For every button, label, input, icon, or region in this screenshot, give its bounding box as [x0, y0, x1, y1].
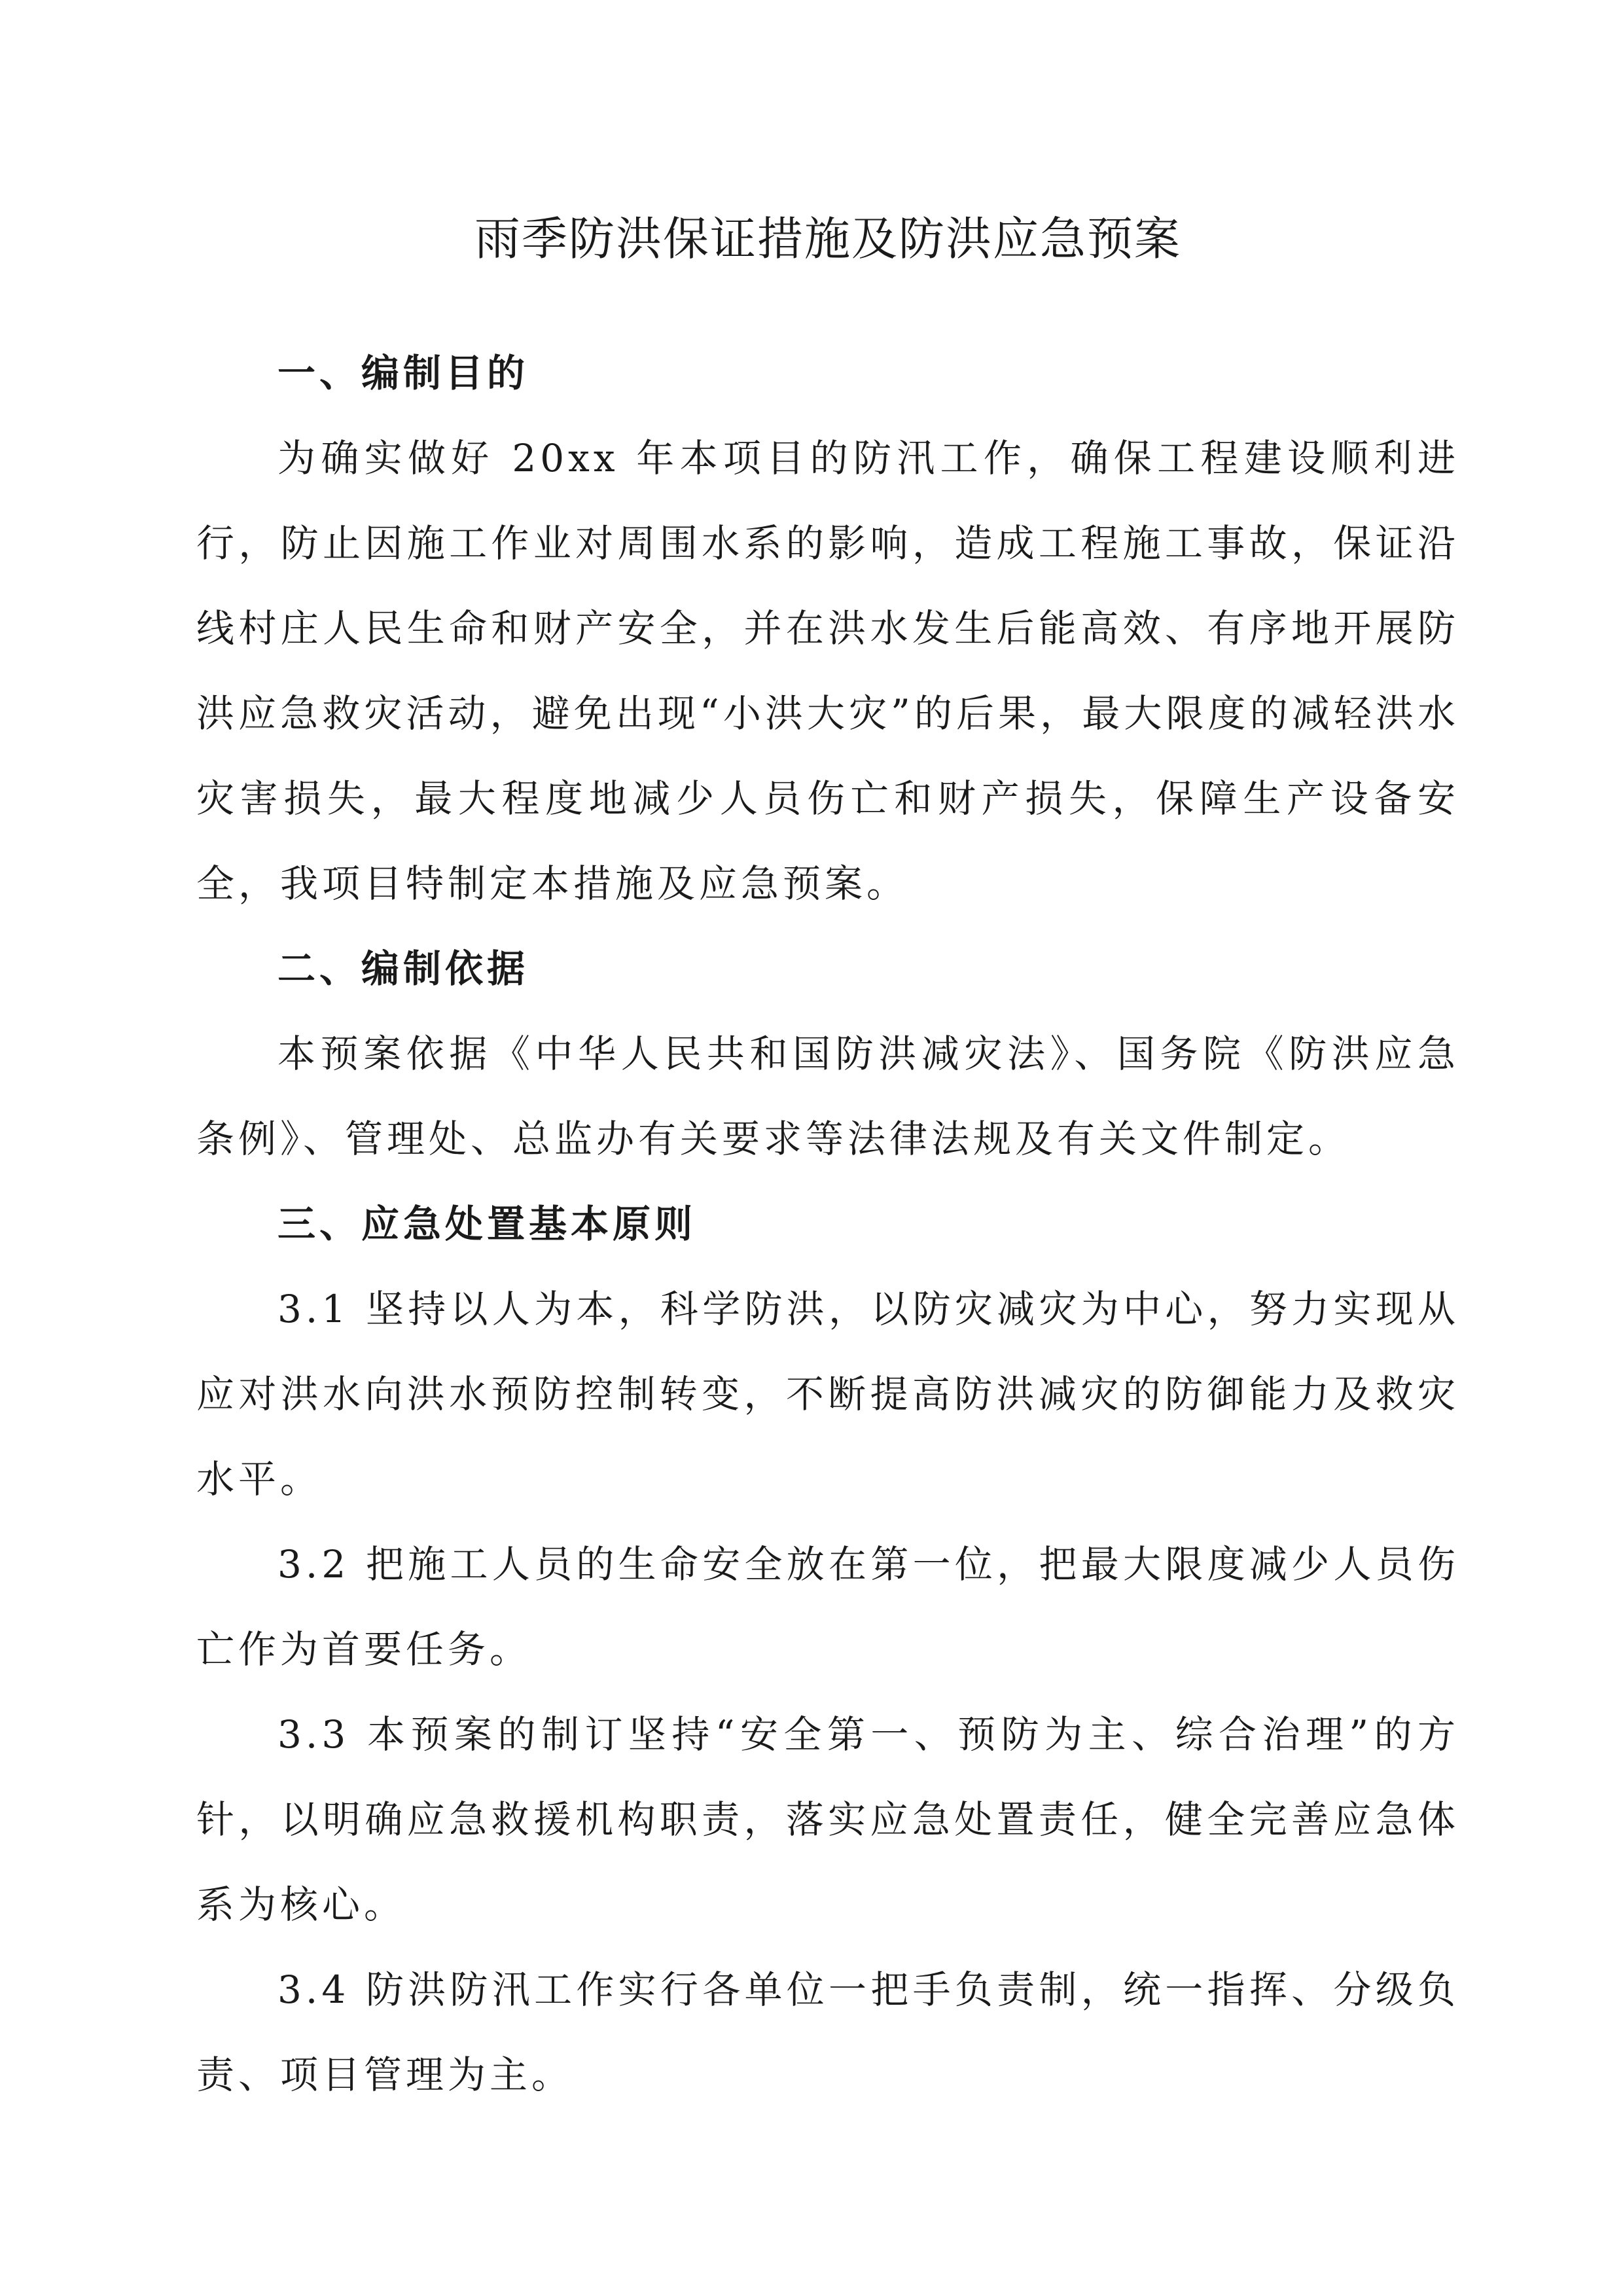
principle-3-1-paragraph: 3.1 坚持以人为本，科学防洪，以防灾减灾为中心，努力实现从应对洪水向洪水预防控制转变，不断提高防洪减灾的防御能力及救灾水平。 — [196, 1287, 1459, 1501]
section-heading-basis: 二、编制依据 — [277, 946, 529, 991]
purpose-paragraph: 为确实做好 20xx 年本项目的防汛工作，确保工程建设顺利进行，防止因施工作业对周围水系的影响，造成工程施工事故，保证沿线村庄人民生命和财产安全，并在洪水发生后能高效、有序地开展防洪应急救灾活动，避免出现“小洪大灾”的后果，最大限度的减轻洪水灾害损失，最大程度地减少人员伤亡和财产损失，保障生产设备安全，我项目特制定本措施及应急预案。 — [196, 436, 1459, 906]
basis-paragraph: 本预案依据《中华人民共和国防洪减灾法》、国务院《防洪应急条例》、管理处、总监办有关要求等法律法规及有关文件制定。 — [196, 1031, 1459, 1161]
principle-3-2-paragraph: 3.2 把施工人员的生命安全放在第一位，把最大限度减少人员伤亡作为首要任务。 — [196, 1542, 1459, 1672]
principle-3-3-paragraph: 3.3 本预案的制订坚持“安全第一、预防为主、综合治理”的方针，以明确应急救援机构职责，落实应急处置责任，健全完善应急体系为核心。 — [196, 1712, 1459, 1927]
document-body — [196, 331, 1459, 2117]
section-heading-purpose: 一、编制目的 — [277, 351, 529, 395]
section-heading-principles: 三、应急处置基本原则 — [277, 1202, 697, 1246]
document-title: 雨季防洪保证措施及防洪应急预案 — [474, 212, 1181, 266]
principle-3-4-paragraph: 3.4 防洪防汛工作实行各单位一把手负责制，统一指挥、分级负责、项目管理为主。 — [196, 1967, 1459, 2097]
